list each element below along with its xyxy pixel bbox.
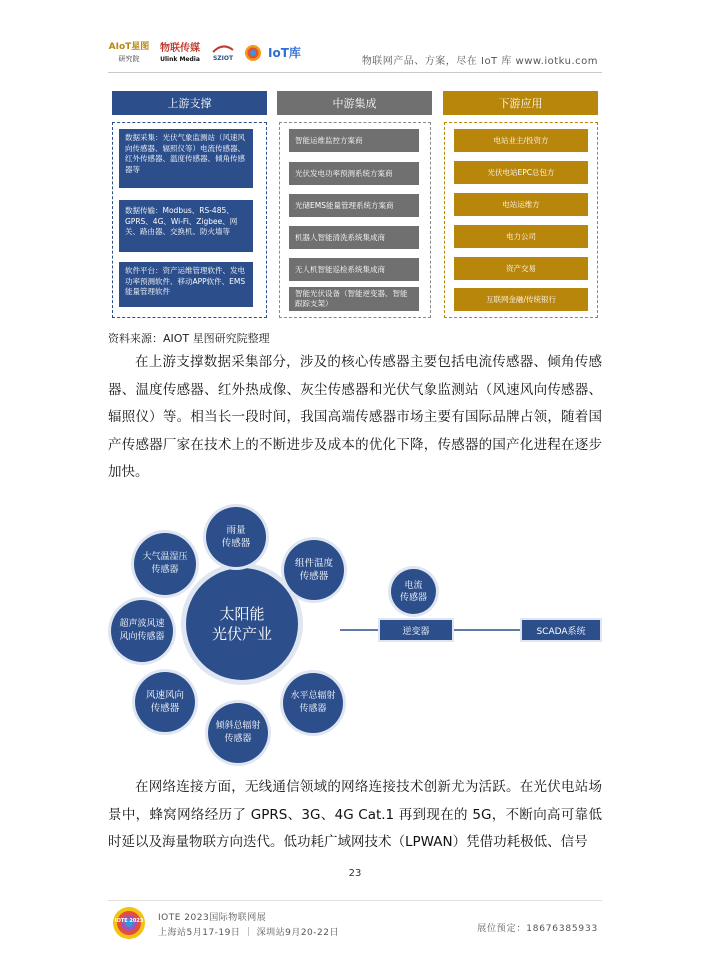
- paragraph-sensors: 在上游支撑数据采集部分，涉及的核心传感器主要包括电流传感器、倾角传感器、温度传感器、红外热成像、灰尘传感器和光伏气象监测站（风速风向传感器、辐照仪）等。相当长一段时间，我国高端传感器市场主要有国际品牌占领，随着国产传感器厂家在技术上的不断进步及成本的优化下降，传感器的国产化进程在逐步加快。: [108, 354, 602, 481]
- aiot-logo-text: AIoT星图: [108, 42, 150, 52]
- rain-sensor-label: 雨量 传感器: [221, 525, 251, 549]
- iote-logo: [112, 906, 146, 940]
- ultrasonic-sensor-label: 超声波风速 风向传感器: [119, 619, 165, 642]
- footer-expo-dates: 上海站5月17-19日 ｜ 深圳站9月20-22日: [158, 928, 339, 938]
- footer-divider: [108, 900, 602, 901]
- tilted-radiation-sensor-node: [208, 703, 268, 763]
- rain-sensor-node: [206, 507, 266, 567]
- upstream-item-collection: 数据采集：光伏气象监测站（风速风向传感器、辐照仪等）电流传感器、红外传感器、温度传感器、倾角传感器等: [119, 129, 253, 188]
- module-temp-sensor-node: [284, 540, 344, 600]
- ultrasonic-sensor-node: [111, 600, 173, 662]
- midstream-item-3: 光储EMS能量管理系统方案商: [289, 194, 419, 217]
- downstream-item-5: 资产交易: [454, 257, 588, 280]
- iote-logo-text: IOTE 2023: [114, 918, 144, 924]
- header-slogan: 物联网产品、方案，尽在 IoT 库 www.iotku.com: [361, 56, 598, 67]
- current-sensor-node: [391, 569, 436, 614]
- downstream-item-2: 光伏电站EPC总包方: [454, 161, 588, 184]
- horizontal-radiation-sensor-node: [283, 673, 343, 733]
- ulink-logo-sub: Ulink Media: [160, 55, 200, 63]
- midstream-item-5: 无人机智能巡检系统集成商: [289, 258, 419, 281]
- page-number: 23: [348, 868, 362, 879]
- downstream-item-3: 电站运维方: [454, 193, 588, 216]
- midstream-item-1: 智能运维监控方案商: [289, 129, 419, 152]
- downstream-item-4: 电力公司: [454, 225, 588, 248]
- wind-sensor-node: [135, 672, 195, 732]
- source-caption: 资料来源：AIOT 星图研究院整理: [108, 332, 270, 345]
- inverter-node: 逆变器: [380, 620, 452, 640]
- downstream-item-1: 电站业主/投资方: [454, 129, 588, 152]
- atmospheric-sensor-label: 大气温湿压 传感器: [142, 552, 188, 575]
- iotku-logo-text: IoT库: [268, 46, 301, 60]
- aiot-logo-sub: 研究院: [118, 55, 140, 63]
- downstream-header: 下游应用: [443, 91, 598, 115]
- wind-sensor-label: 风速风向 传感器: [145, 690, 184, 714]
- upstream-item-software: 软件平台：资产运维管理软件、发电功率预测软件、移动APP软件、EMS能量管理软件: [119, 262, 253, 307]
- upstream-item-transmission: 数据传输：Modbus、RS-485、GPRS、4G、Wi-Fi、Zigbee、网关、路由器、交换机、防火墙等: [119, 200, 253, 252]
- paragraph-network: 在网络连接方面，无线通信领域的网络连接技术创新尤为活跃。在光伏电站场景中，蜂窝网络经历了 GPRS、3G、4G Cat.1 再到现在的 5G，不断向高可靠低时延以及海量物联方向迭代。低功耗广域网技术（LPWAN）凭借功耗极低、信号: [108, 779, 602, 851]
- ulink-logo-text: 物联传媒: [160, 42, 200, 54]
- center-pv-industry-label: 太阳能 光伏产业: [211, 605, 272, 643]
- center-pv-industry: [186, 568, 298, 680]
- midstream-header: 中游集成: [277, 91, 432, 115]
- upstream-header: 上游支撑: [112, 91, 267, 115]
- midstream-item-6: 智能光伏设备（智能逆变器、智能跟踪支架）: [289, 287, 419, 311]
- footer-booking: 展位预定：18676385933: [477, 924, 598, 934]
- scada-node: SCADA系统: [522, 620, 600, 640]
- module-temp-sensor-label: 组件温度 传感器: [294, 558, 333, 582]
- atmospheric-sensor-node: [134, 533, 196, 595]
- sziot-logo-text: SZIOT: [212, 54, 234, 62]
- footer-expo-name: IOTE 2023国际物联网展: [158, 913, 267, 923]
- midstream-item-2: 光伏发电功率预测系统方案商: [289, 162, 419, 185]
- current-sensor-label: 电流 传感器: [399, 580, 427, 603]
- downstream-item-6: 互联网金融/传统银行: [454, 288, 588, 311]
- midstream-item-4: 机器人智能清洗系统集成商: [289, 226, 419, 249]
- tilted-radiation-sensor-label: 倾斜总辐射 传感器: [215, 721, 261, 744]
- horizontal-radiation-sensor-label: 水平总辐射 传感器: [290, 691, 336, 714]
